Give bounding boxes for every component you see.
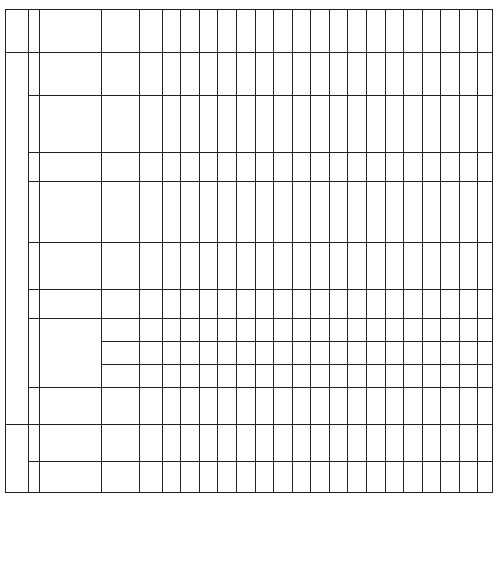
value-cell [385, 425, 404, 462]
table-row [6, 53, 493, 96]
value-cell [255, 153, 274, 182]
value-cell [441, 319, 460, 342]
value-cell [348, 462, 367, 493]
value-cell [311, 243, 330, 290]
value-cell [199, 290, 218, 319]
value-cell [329, 243, 348, 290]
law-cell [40, 243, 102, 290]
value-cell [348, 365, 367, 388]
value-cell [441, 425, 460, 462]
table-row [6, 388, 493, 425]
value-cell [348, 388, 367, 425]
value-cell [292, 462, 311, 493]
industry-cell [101, 290, 139, 319]
value-cell [292, 96, 311, 153]
value-cell [329, 462, 348, 493]
value-cell [422, 319, 441, 342]
value-cell [292, 388, 311, 425]
value-cell [218, 462, 237, 493]
value-cell [199, 182, 218, 243]
value-cell [459, 96, 478, 153]
value-cell [255, 342, 274, 365]
value-cell [292, 425, 311, 462]
value-cell [237, 243, 256, 290]
value-cell [255, 365, 274, 388]
value-cell [274, 243, 293, 290]
law-cell [40, 388, 102, 425]
row-number [28, 462, 39, 493]
value-cell [292, 319, 311, 342]
value-cell [329, 425, 348, 462]
value-cell [311, 290, 330, 319]
value-cell [329, 53, 348, 96]
law-cell [40, 96, 102, 153]
value-cell [140, 365, 163, 388]
value-cell [404, 319, 423, 342]
value-cell [404, 342, 423, 365]
value-cell [274, 425, 293, 462]
value-cell [385, 243, 404, 290]
value-cell [255, 96, 274, 153]
value-cell [366, 365, 385, 388]
value-cell [140, 290, 163, 319]
value-cell [459, 388, 478, 425]
industry-cell [101, 425, 139, 462]
value-cell [292, 290, 311, 319]
value-cell [459, 53, 478, 96]
value-cell [348, 53, 367, 96]
industry-cell [101, 96, 139, 153]
value-cell [422, 153, 441, 182]
law-cell [40, 290, 102, 319]
header-no [28, 10, 39, 53]
value-cell [348, 153, 367, 182]
value-cell [422, 365, 441, 388]
value-cell [255, 462, 274, 493]
header-year [218, 10, 237, 53]
value-cell [329, 182, 348, 243]
value-cell [348, 290, 367, 319]
value-cell [422, 462, 441, 493]
value-cell [441, 290, 460, 319]
value-cell [385, 319, 404, 342]
header-year [140, 10, 163, 53]
value-cell [422, 96, 441, 153]
value-cell [422, 243, 441, 290]
value-cell [237, 425, 256, 462]
industry-cell [101, 462, 139, 493]
value-cell [162, 388, 181, 425]
value-cell [274, 319, 293, 342]
header-year [274, 10, 293, 53]
value-cell [329, 365, 348, 388]
table-row [6, 319, 493, 342]
value-cell [366, 462, 385, 493]
value-cell [385, 96, 404, 153]
value-cell [181, 342, 200, 365]
value-cell [385, 182, 404, 243]
value-cell [478, 290, 493, 319]
value-cell [199, 342, 218, 365]
header-year [348, 10, 367, 53]
header-year [237, 10, 256, 53]
header-year [181, 10, 200, 53]
row-number [28, 319, 39, 388]
value-cell [329, 153, 348, 182]
value-cell [459, 290, 478, 319]
value-cell [140, 342, 163, 365]
header-year [329, 10, 348, 53]
value-cell [348, 182, 367, 243]
value-cell [181, 243, 200, 290]
value-cell [140, 462, 163, 493]
value-cell [366, 425, 385, 462]
header-year [255, 10, 274, 53]
value-cell [274, 388, 293, 425]
value-cell [199, 243, 218, 290]
industry-cell [101, 342, 139, 365]
table-row [6, 182, 493, 243]
value-cell [478, 462, 493, 493]
header-year [422, 10, 441, 53]
row-number [28, 53, 39, 96]
value-cell [478, 319, 493, 342]
value-cell [441, 96, 460, 153]
law-cell [40, 153, 102, 182]
value-cell [237, 462, 256, 493]
row-number [28, 425, 39, 462]
header-year [311, 10, 330, 53]
value-cell [237, 153, 256, 182]
value-cell [274, 462, 293, 493]
value-cell [218, 342, 237, 365]
value-cell [459, 182, 478, 243]
value-cell [274, 342, 293, 365]
value-cell [162, 425, 181, 462]
value-cell [274, 96, 293, 153]
value-cell [218, 290, 237, 319]
value-cell [162, 153, 181, 182]
value-cell [292, 342, 311, 365]
value-cell [140, 319, 163, 342]
value-cell [237, 96, 256, 153]
value-cell [255, 290, 274, 319]
row-number [28, 243, 39, 290]
value-cell [459, 365, 478, 388]
value-cell [348, 243, 367, 290]
header-year [441, 10, 460, 53]
value-cell [385, 462, 404, 493]
value-cell [199, 319, 218, 342]
value-cell [441, 462, 460, 493]
value-cell [274, 365, 293, 388]
header-year [459, 10, 478, 53]
value-cell [162, 182, 181, 243]
value-cell [478, 342, 493, 365]
value-cell [292, 365, 311, 388]
header-year [478, 10, 493, 53]
value-cell [218, 96, 237, 153]
value-cell [366, 53, 385, 96]
value-cell [459, 153, 478, 182]
value-cell [459, 319, 478, 342]
value-cell [292, 182, 311, 243]
value-cell [237, 365, 256, 388]
value-cell [140, 425, 163, 462]
value-cell [366, 342, 385, 365]
value-cell [255, 425, 274, 462]
value-cell [218, 53, 237, 96]
industry-cell [101, 365, 139, 388]
value-cell [385, 153, 404, 182]
value-cell [162, 96, 181, 153]
value-cell [218, 153, 237, 182]
value-cell [199, 53, 218, 96]
value-cell [237, 319, 256, 342]
value-cell [199, 365, 218, 388]
value-cell [478, 425, 493, 462]
value-cell [441, 182, 460, 243]
value-cell [441, 53, 460, 96]
value-cell [385, 365, 404, 388]
header-law [40, 10, 102, 53]
value-cell [348, 425, 367, 462]
value-cell [422, 182, 441, 243]
value-cell [478, 153, 493, 182]
value-cell [366, 388, 385, 425]
value-cell [404, 365, 423, 388]
value-cell [274, 290, 293, 319]
value-cell [181, 388, 200, 425]
value-cell [255, 243, 274, 290]
value-cell [459, 243, 478, 290]
value-cell [311, 319, 330, 342]
value-cell [329, 388, 348, 425]
value-cell [140, 96, 163, 153]
value-cell [366, 290, 385, 319]
value-cell [181, 96, 200, 153]
value-cell [404, 388, 423, 425]
value-cell [218, 388, 237, 425]
value-cell [404, 290, 423, 319]
header-year [366, 10, 385, 53]
value-cell [218, 182, 237, 243]
table-row [6, 462, 493, 493]
value-cell [478, 53, 493, 96]
value-cell [199, 388, 218, 425]
value-cell [329, 290, 348, 319]
value-cell [292, 53, 311, 96]
header-year [199, 10, 218, 53]
value-cell [441, 243, 460, 290]
row-number [28, 153, 39, 182]
industry-cell [101, 243, 139, 290]
row-number [28, 182, 39, 243]
value-cell [385, 388, 404, 425]
value-cell [181, 319, 200, 342]
value-cell [311, 53, 330, 96]
value-cell [162, 342, 181, 365]
value-cell [441, 153, 460, 182]
value-cell [255, 182, 274, 243]
value-cell [478, 182, 493, 243]
value-cell [348, 342, 367, 365]
value-cell [348, 319, 367, 342]
header-industry [101, 10, 139, 53]
value-cell [311, 388, 330, 425]
value-cell [441, 342, 460, 365]
value-cell [181, 462, 200, 493]
value-cell [441, 365, 460, 388]
value-cell [478, 96, 493, 153]
row-number [28, 96, 39, 153]
value-cell [478, 388, 493, 425]
industry-cell [101, 53, 139, 96]
value-cell [237, 182, 256, 243]
row-number [28, 388, 39, 425]
industry-cell [101, 153, 139, 182]
value-cell [162, 290, 181, 319]
value-cell [404, 182, 423, 243]
value-cell [404, 462, 423, 493]
value-cell [181, 53, 200, 96]
value-cell [218, 243, 237, 290]
value-cell [478, 365, 493, 388]
value-cell [237, 53, 256, 96]
value-cell [311, 96, 330, 153]
law-cell [40, 462, 102, 493]
header-year [385, 10, 404, 53]
value-cell [311, 342, 330, 365]
value-cell [404, 153, 423, 182]
law-cell [40, 53, 102, 96]
value-cell [181, 365, 200, 388]
value-cell [366, 153, 385, 182]
header-category [6, 10, 29, 53]
value-cell [311, 153, 330, 182]
value-cell [422, 425, 441, 462]
table-row [6, 96, 493, 153]
value-cell [255, 53, 274, 96]
value-cell [422, 290, 441, 319]
value-cell [274, 182, 293, 243]
value-cell [404, 425, 423, 462]
value-cell [140, 243, 163, 290]
value-cell [385, 53, 404, 96]
value-cell [140, 182, 163, 243]
table-row [6, 290, 493, 319]
value-cell [218, 319, 237, 342]
table-row [6, 153, 493, 182]
row-number [28, 290, 39, 319]
header-row [6, 10, 493, 53]
value-cell [199, 425, 218, 462]
value-cell [162, 53, 181, 96]
value-cell [162, 319, 181, 342]
value-cell [199, 153, 218, 182]
value-cell [181, 153, 200, 182]
value-cell [181, 182, 200, 243]
industry-cell [101, 388, 139, 425]
industry-cell [101, 319, 139, 342]
value-cell [218, 425, 237, 462]
value-cell [274, 53, 293, 96]
value-cell [459, 425, 478, 462]
value-cell [385, 290, 404, 319]
value-cell [422, 53, 441, 96]
value-cell [199, 96, 218, 153]
value-cell [140, 153, 163, 182]
value-cell [292, 243, 311, 290]
header-year [162, 10, 181, 53]
law-cell [40, 319, 102, 388]
category-mining [6, 425, 29, 493]
value-cell [181, 425, 200, 462]
law-cell [40, 182, 102, 243]
value-cell [385, 342, 404, 365]
industry-cell [101, 182, 139, 243]
category-manufacturing [6, 53, 29, 425]
header-year [404, 10, 423, 53]
value-cell [162, 365, 181, 388]
cartel-law-table [5, 9, 493, 493]
value-cell [422, 388, 441, 425]
value-cell [140, 388, 163, 425]
value-cell [237, 388, 256, 425]
value-cell [311, 365, 330, 388]
table-row [6, 243, 493, 290]
header-year [292, 10, 311, 53]
value-cell [422, 342, 441, 365]
value-cell [441, 388, 460, 425]
value-cell [237, 290, 256, 319]
value-cell [366, 243, 385, 290]
value-cell [237, 342, 256, 365]
value-cell [329, 342, 348, 365]
value-cell [218, 365, 237, 388]
value-cell [255, 319, 274, 342]
value-cell [366, 96, 385, 153]
value-cell [348, 96, 367, 153]
value-cell [255, 388, 274, 425]
table-row [6, 425, 493, 462]
value-cell [181, 290, 200, 319]
value-cell [366, 319, 385, 342]
value-cell [162, 462, 181, 493]
value-cell [292, 153, 311, 182]
value-cell [404, 96, 423, 153]
value-cell [311, 425, 330, 462]
value-cell [162, 243, 181, 290]
value-cell [329, 96, 348, 153]
value-cell [199, 462, 218, 493]
value-cell [459, 462, 478, 493]
value-cell [140, 53, 163, 96]
value-cell [329, 319, 348, 342]
value-cell [404, 53, 423, 96]
value-cell [311, 462, 330, 493]
value-cell [274, 153, 293, 182]
value-cell [404, 243, 423, 290]
value-cell [459, 342, 478, 365]
value-cell [311, 182, 330, 243]
value-cell [478, 243, 493, 290]
value-cell [366, 182, 385, 243]
law-cell [40, 425, 102, 462]
